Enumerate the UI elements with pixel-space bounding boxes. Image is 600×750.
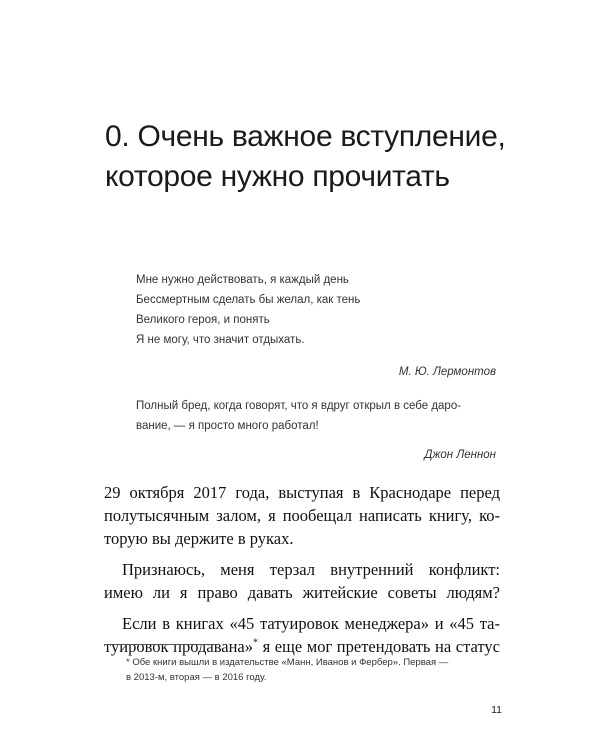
epigraph-lermontov [136,270,496,382]
footnote [126,655,506,685]
epigraph-line: Великого героя, и понять [136,314,270,326]
chapter-title [105,117,545,197]
epigraph-line: Мне нужно действовать, я каждый день [136,274,349,286]
footnote-divider [104,644,219,645]
footnote-line: * Обе книги вышли в издательстве «Манн, Иванов и Фербер». Первая — [126,657,449,668]
footnote-marker[interactable]: * [253,637,258,649]
epigraph-line: вание, — я просто много работал! [136,420,319,432]
chapter-title-line: которое нужно прочитать [105,160,450,193]
epigraph-line: Я не могу, что значит отдыхать. [136,334,305,346]
body-line: имею ли я право давать житейские советы людям? [104,583,500,602]
epigraph-author: Джон Леннон [424,449,496,461]
epigraph-line: Полный бред, когда говорят, что я вдруг открыл в себе даро- [136,400,462,412]
body-line-part: туировок продавана» [104,637,253,656]
epigraph-line: Бессмертным сделать бы желал, как тень [136,294,361,306]
body-line: Если в книгах «45 татуировок менеджера» и «45 та- [122,614,500,633]
epigraph-author: М. Ю. Лермонтов [398,366,496,378]
epigraph-lennon [136,396,496,465]
body-line: 29 октября 2017 года, выступая в Краснодаре перед [104,483,500,502]
body-line: полутысячным залом, я пообещал написать книгу, ко- [104,506,500,525]
page-number: 11 [491,704,502,716]
body-text [104,481,500,658]
body-line: Признаюсь, меня терзал внутренний конфликт: [122,560,500,579]
body-line-part: я еще мог претендовать на статус [258,637,500,656]
chapter-title-line: 0. Очень важное вступление, [105,120,506,153]
body-line: торую вы держите в руках. [104,529,294,548]
footnote-line: в 2013-м, вторая — в 2016 году. [126,672,267,683]
